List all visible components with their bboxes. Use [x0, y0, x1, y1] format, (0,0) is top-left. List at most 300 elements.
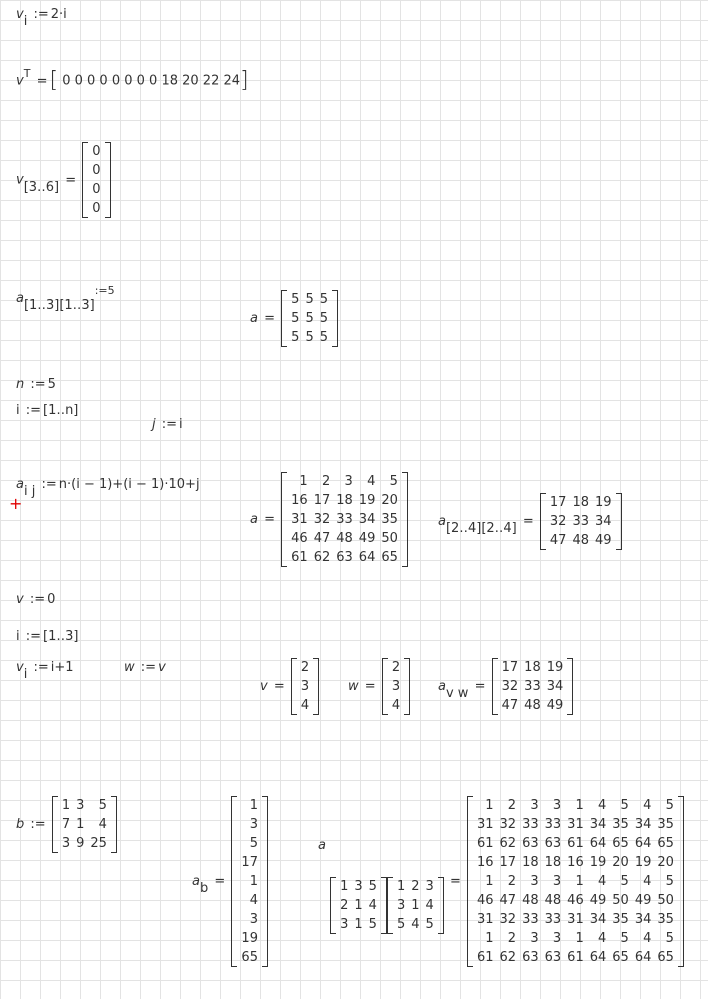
- matrix-row: [547, 531, 615, 550]
- matrix-cell: 5: [249, 836, 258, 851]
- matrix-cell: 31: [567, 912, 584, 927]
- matrix-cell: 31: [476, 817, 494, 832]
- matrix-cell: 17: [313, 493, 331, 508]
- matrix-cell: 34: [589, 912, 607, 927]
- matrix-cell: 64: [589, 836, 607, 851]
- matrix-cell: 0: [92, 182, 101, 197]
- matrix-cell: 63: [522, 836, 539, 851]
- matrix-cell: 49: [546, 698, 564, 713]
- matrix-cell: 5: [291, 311, 300, 326]
- matrix-cell: 34: [634, 817, 652, 832]
- matrix-cell: 3: [425, 879, 434, 894]
- matrix-cell: 3: [344, 474, 353, 489]
- eval-op: =: [264, 311, 276, 326]
- matrix-cell: 50: [657, 893, 674, 908]
- matrix-cell: 3: [396, 898, 406, 913]
- matrix-cell: 33: [522, 817, 539, 832]
- region-a-submatrix[interactable]: [438, 493, 622, 550]
- region-v-i-assign[interactable]: [16, 660, 74, 682]
- value: i: [179, 417, 183, 432]
- value: 5: [47, 377, 56, 392]
- matrix-cell: 63: [544, 836, 562, 851]
- matrix-row: [547, 493, 615, 512]
- matrix-cell: 1: [485, 931, 494, 946]
- matrix-cell: 47: [501, 698, 519, 713]
- matrix-cell: 1: [76, 817, 85, 832]
- matrix-cell: 3: [76, 798, 85, 813]
- matrix-cell: 63: [544, 950, 562, 965]
- region-v-i-definition[interactable]: [16, 7, 67, 29]
- matrix-cell: 3: [530, 931, 539, 946]
- matrix-cell: 1: [411, 898, 420, 913]
- matrix-row: [337, 896, 380, 915]
- matrix-row: [499, 696, 567, 715]
- matrix-cell: 2: [391, 660, 401, 675]
- region-a-eval-5x5[interactable]: [250, 472, 408, 567]
- matrix-cell: 34: [358, 512, 376, 527]
- expression: i+1: [50, 660, 74, 675]
- matrix-cell: 49: [589, 893, 607, 908]
- matrix-row: [288, 510, 401, 529]
- matrix-row: [474, 815, 677, 834]
- assign-op: :=: [33, 660, 49, 675]
- region-j-define[interactable]: [152, 418, 183, 431]
- matrix-cell: 3: [249, 817, 258, 832]
- matrix-cell: 35: [381, 512, 398, 527]
- matrix-cell: 4: [368, 898, 377, 913]
- matrix-row: [288, 328, 331, 347]
- matrix-cell: 3: [552, 874, 562, 889]
- matrix-cell: 61: [291, 550, 308, 565]
- var-v: v: [260, 679, 268, 694]
- matrix-cell: 31: [567, 817, 584, 832]
- matrix-row: [238, 815, 261, 834]
- matrix-cell: 4: [597, 798, 607, 813]
- assign-op: :=: [41, 477, 57, 492]
- var-n: n: [16, 377, 25, 392]
- matrix: [281, 290, 338, 347]
- matrix-cell: 5: [98, 798, 107, 813]
- matrix-cell: 2: [507, 874, 517, 889]
- matrix: [281, 472, 408, 567]
- matrix-cell: 19: [241, 931, 258, 946]
- region-n-define[interactable]: [16, 378, 56, 391]
- matrix-cell: 2: [300, 660, 310, 675]
- matrix-cell: 49: [634, 893, 652, 908]
- region-i-range-2[interactable]: [16, 630, 78, 643]
- eval-op: =: [273, 679, 285, 694]
- matrix-cell: 61: [476, 950, 494, 965]
- matrix-cell: 64: [358, 550, 376, 565]
- matrix-cell: 5: [305, 330, 314, 345]
- matrix-row: [337, 915, 380, 934]
- var-a: a: [438, 514, 446, 529]
- matrix-cell: 9: [76, 836, 85, 851]
- subscript: [1‥3][1‥3]: [23, 298, 95, 313]
- matrix-cell: 4: [249, 893, 258, 908]
- var-a: a: [16, 291, 24, 306]
- matrix-cell: 61: [567, 836, 584, 851]
- matrix-cell: 3: [552, 798, 562, 813]
- matrix-cell: 3: [61, 836, 71, 851]
- subscript: v w: [445, 686, 469, 701]
- matrix-cell: 18: [572, 495, 589, 510]
- matrix-cell: 20: [612, 855, 629, 870]
- matrix-cell: 64: [589, 950, 607, 965]
- matrix-cell: 4: [425, 898, 434, 913]
- eval-op: =: [264, 512, 276, 527]
- range: [1‥n]: [43, 403, 79, 418]
- matrix-cell: 17: [241, 855, 258, 870]
- assign-op: :=: [30, 377, 46, 392]
- matrix-cell: 47: [549, 533, 567, 548]
- var-a: a: [318, 838, 326, 853]
- region-a-vw-eval[interactable]: [438, 658, 573, 715]
- matrix-row: [89, 180, 103, 199]
- matrix-row: [288, 472, 401, 491]
- region-a-ij-define[interactable]: [16, 477, 200, 499]
- matrix-cell: 4: [597, 931, 607, 946]
- matrix-cell: 33: [572, 514, 589, 529]
- matrix-cell: 19: [634, 855, 652, 870]
- matrix-row: [288, 309, 331, 328]
- region-i-range[interactable]: [16, 404, 78, 417]
- matrix-cell: 2: [411, 879, 420, 894]
- matrix-cell: 5: [620, 874, 629, 889]
- matrix-cell: 46: [476, 893, 494, 908]
- value: 0: [47, 592, 56, 607]
- region-v-range[interactable]: [16, 142, 111, 218]
- matrix-cell: 25: [90, 836, 107, 851]
- matrix-cell: 5: [396, 917, 406, 932]
- matrix-cell: 65: [612, 950, 629, 965]
- matrix-cell: 16: [567, 855, 584, 870]
- matrix-cell: 65: [612, 836, 629, 851]
- matrix-cell: 5: [620, 931, 629, 946]
- assign-op: :=: [94, 284, 108, 297]
- matrix-cell: 3: [300, 679, 310, 694]
- matrix-cell: 63: [336, 550, 353, 565]
- matrix-row: [238, 910, 261, 929]
- assign-op: :=: [33, 7, 49, 22]
- matrix-cell: 20: [381, 493, 398, 508]
- matrix-row: [59, 796, 110, 815]
- matrix-cell: 35: [657, 912, 674, 927]
- matrix-cell: 32: [501, 679, 519, 694]
- var-j: j: [152, 417, 156, 432]
- matrix-cell: 63: [522, 950, 539, 965]
- region-v-eval[interactable]: [260, 658, 319, 715]
- matrix-cell: 62: [499, 836, 517, 851]
- matrix-row: [238, 929, 261, 948]
- var-b: b: [16, 817, 25, 832]
- left-bracket: [: [49, 68, 59, 93]
- matrix-cell: 35: [612, 817, 629, 832]
- matrix-cell: 5: [305, 292, 314, 307]
- matrix: [492, 658, 574, 715]
- right-bracket: ]: [240, 68, 249, 93]
- matrix-cell: 3: [249, 912, 258, 927]
- matrix-cell: 4: [643, 931, 652, 946]
- var-a: a: [438, 679, 446, 694]
- region-v-reset[interactable]: [16, 593, 55, 606]
- matrix-cell: 65: [241, 950, 258, 965]
- matrix-cell: 34: [546, 679, 564, 694]
- var-a: a: [16, 477, 24, 492]
- matrix-cell: 18: [524, 660, 541, 675]
- matrix-cell: 17: [501, 660, 519, 675]
- subscript: [3‥6]: [23, 179, 60, 195]
- matrix-cell: 1: [340, 879, 349, 894]
- matrix-row: [238, 948, 261, 967]
- matrix-cell: 17: [499, 855, 517, 870]
- matrix: [291, 658, 319, 715]
- index-matrix-cols: [387, 877, 444, 934]
- matrix-row: [288, 491, 401, 510]
- var-v: v: [16, 73, 24, 89]
- matrix-cell: 1: [485, 874, 494, 889]
- region-a-matrix-index-eval[interactable]: [318, 796, 684, 967]
- matrix-cell: 1: [354, 917, 363, 932]
- matrix-cell: 2: [507, 931, 517, 946]
- matrix-cell: 5: [291, 292, 300, 307]
- region-a-b-eval[interactable]: [192, 796, 268, 967]
- matrix-cell: 18: [522, 855, 539, 870]
- matrix-cell: 2: [321, 474, 331, 489]
- matrix-cell: 32: [499, 817, 517, 832]
- matrix-cell: 34: [634, 912, 652, 927]
- matrix: [467, 796, 684, 967]
- matrix-cell: 4: [391, 698, 401, 713]
- var-w: w: [124, 660, 135, 675]
- matrix-cell: 61: [476, 836, 494, 851]
- matrix-cell: 48: [336, 531, 353, 546]
- matrix-cell: 1: [61, 798, 71, 813]
- matrix-row: [389, 696, 403, 715]
- region-a-eval[interactable]: [250, 290, 338, 347]
- assign-op: :=: [161, 417, 178, 432]
- matrix: [52, 796, 117, 853]
- matrix-row: [474, 948, 677, 967]
- matrix-cell: 7: [61, 817, 71, 832]
- matrix-cell: 18: [336, 493, 353, 508]
- matrix-cell: 65: [381, 550, 398, 565]
- matrix-cell: 32: [313, 512, 331, 527]
- matrix-cell: 5: [665, 798, 674, 813]
- var-i: i: [16, 403, 20, 418]
- var-v: v: [16, 7, 24, 22]
- matrix-cell: 3: [530, 798, 539, 813]
- matrix: [382, 658, 410, 715]
- var-i: i: [16, 629, 20, 644]
- matrix-cell: 4: [411, 917, 420, 932]
- region-w-assign[interactable]: [124, 661, 166, 674]
- matrix-cell: 5: [368, 879, 377, 894]
- matrix-row: [288, 290, 331, 309]
- subscript: [2‥4][2‥4]: [445, 521, 517, 536]
- matrix-cell: 19: [589, 855, 607, 870]
- insertion-cursor-icon[interactable]: +: [9, 494, 23, 513]
- range: [1‥3]: [43, 629, 79, 644]
- matrix-cell: 1: [299, 474, 308, 489]
- matrix-cell: 1: [575, 874, 584, 889]
- region-w-eval[interactable]: [348, 658, 410, 715]
- expression: 2·i: [50, 7, 67, 22]
- matrix-row: [238, 891, 261, 910]
- matrix-cell: 5: [368, 917, 377, 932]
- matrix-cell: 3: [340, 917, 349, 932]
- matrix-cell: 4: [597, 874, 607, 889]
- var-a: a: [192, 874, 200, 889]
- matrix-row: [298, 677, 312, 696]
- matrix-cell: 33: [544, 912, 562, 927]
- matrix-cell: 5: [620, 798, 629, 813]
- matrix-cell: 35: [612, 912, 629, 927]
- matrix-cell: 1: [396, 879, 406, 894]
- matrix-cell: 50: [381, 531, 398, 546]
- matrix-row: [59, 815, 110, 834]
- matrix-cell: 18: [544, 855, 562, 870]
- matrix-cell: 1: [249, 874, 258, 889]
- matrix-row: [298, 658, 312, 677]
- matrix-cell: 34: [594, 514, 612, 529]
- assign-op: :=: [140, 660, 157, 675]
- matrix-cell: 62: [499, 950, 517, 965]
- matrix-cell: 47: [499, 893, 517, 908]
- matrix-cell: 5: [305, 311, 314, 326]
- matrix-row: [89, 142, 103, 161]
- matrix-row: [298, 696, 312, 715]
- matrix-row: [238, 872, 261, 891]
- matrix-row: [474, 834, 677, 853]
- eval-op: =: [65, 172, 77, 188]
- matrix-cell: 48: [524, 698, 541, 713]
- var-v: v: [16, 592, 24, 607]
- matrix-cell: 3: [354, 879, 363, 894]
- assign-op: :=: [29, 592, 46, 607]
- matrix-row: [547, 512, 615, 531]
- subscript: b: [199, 881, 209, 896]
- matrix-cell: 48: [544, 893, 562, 908]
- matrix-cell: 1: [354, 898, 363, 913]
- var-v: v: [16, 660, 24, 675]
- matrix-row: [238, 834, 261, 853]
- assign-op: :=: [30, 817, 46, 832]
- matrix: [540, 493, 622, 550]
- matrix-cell: 65: [657, 836, 674, 851]
- matrix-cell: 46: [567, 893, 584, 908]
- subscript: i: [23, 14, 28, 29]
- matrix-row: [238, 796, 261, 815]
- matrix-cell: 5: [291, 330, 300, 345]
- matrix-row: [499, 677, 567, 696]
- matrix-row: [474, 872, 677, 891]
- var-a: a: [250, 512, 258, 527]
- matrix-cell: 49: [594, 533, 612, 548]
- matrix-row: [89, 199, 103, 218]
- matrix-cell: 5: [665, 931, 674, 946]
- matrix-cell: 33: [524, 679, 541, 694]
- eval-op: =: [449, 874, 461, 889]
- assign-op: :=: [25, 629, 42, 644]
- matrix-cell: 61: [567, 950, 584, 965]
- matrix-cell: 48: [572, 533, 589, 548]
- expression: n·(i − 1)+(i − 1)·10+j: [58, 477, 200, 492]
- matrix-row: [474, 853, 677, 872]
- matrix-row: [89, 161, 103, 180]
- var-a: a: [250, 311, 258, 326]
- value: v: [158, 660, 166, 675]
- matrix-cell: 16: [291, 493, 308, 508]
- matrix-cell: 17: [549, 495, 567, 510]
- matrix: [82, 142, 110, 218]
- eval-op: =: [364, 679, 376, 694]
- matrix-cell: 32: [549, 514, 567, 529]
- row-vector-values: 0 0 0 0 0 0 0 0 18 20 22 24: [62, 73, 241, 89]
- region-a-assign[interactable]: [16, 284, 115, 313]
- matrix-cell: 2: [340, 898, 349, 913]
- matrix: [231, 796, 268, 967]
- matrix-cell: 47: [313, 531, 331, 546]
- matrix-cell: 46: [291, 531, 308, 546]
- value: 5: [107, 284, 115, 297]
- matrix-cell: 0: [92, 201, 101, 216]
- region-v-transpose[interactable]: [16, 66, 249, 93]
- matrix-cell: 48: [522, 893, 539, 908]
- matrix-cell: 4: [367, 474, 376, 489]
- matrix-cell: 33: [522, 912, 539, 927]
- matrix-cell: 62: [313, 550, 331, 565]
- region-b-define[interactable]: [16, 796, 117, 853]
- matrix-cell: 31: [476, 912, 494, 927]
- matrix-row: [474, 891, 677, 910]
- matrix-cell: 34: [589, 817, 607, 832]
- subscript: i j: [23, 484, 36, 499]
- matrix-cell: 16: [476, 855, 494, 870]
- eval-op: =: [36, 73, 48, 89]
- matrix-cell: 31: [291, 512, 308, 527]
- matrix-row: [59, 834, 110, 853]
- matrix-cell: 4: [643, 874, 652, 889]
- matrix-cell: 4: [98, 817, 107, 832]
- eval-op: =: [474, 679, 486, 694]
- matrix-cell: 4: [300, 698, 310, 713]
- var-v: v: [16, 172, 24, 188]
- matrix-cell: 5: [389, 474, 398, 489]
- matrix-cell: 35: [657, 817, 674, 832]
- matrix-cell: 5: [319, 330, 328, 345]
- index-matrix-rows: [330, 877, 387, 934]
- matrix-row: [394, 896, 437, 915]
- matrix-cell: 1: [249, 798, 258, 813]
- matrix-cell: 3: [530, 874, 539, 889]
- assign-op: :=: [25, 403, 42, 418]
- matrix-cell: 1: [575, 931, 584, 946]
- matrix-cell: 33: [336, 512, 353, 527]
- matrix-cell: 65: [657, 950, 674, 965]
- matrix-cell: 19: [594, 495, 612, 510]
- var-w: w: [348, 679, 359, 694]
- matrix-cell: 0: [92, 144, 101, 159]
- matrix-row: [238, 853, 261, 872]
- matrix-cell: 64: [634, 950, 652, 965]
- matrix-cell: 32: [499, 912, 517, 927]
- matrix-row: [474, 910, 677, 929]
- matrix-cell: 49: [358, 531, 376, 546]
- matrix-row: [288, 529, 401, 548]
- matrix-cell: 5: [319, 292, 328, 307]
- matrix-cell: 33: [544, 817, 562, 832]
